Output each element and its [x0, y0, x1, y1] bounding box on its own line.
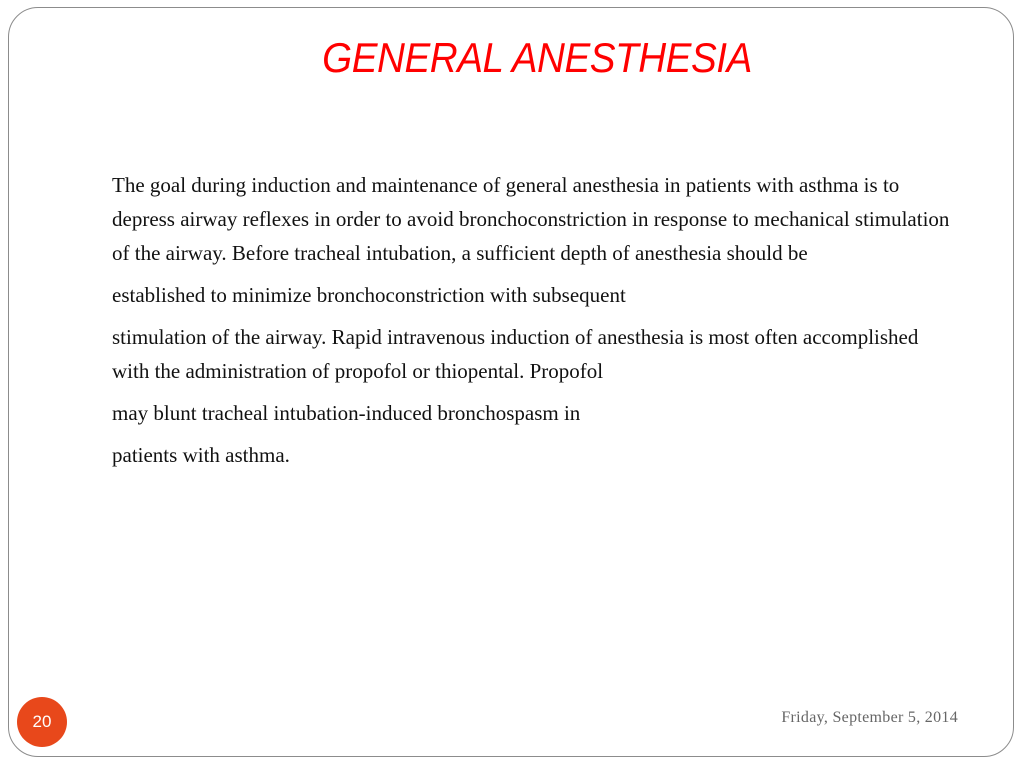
body-paragraph-4: may blunt tracheal intubation-induced bronchospasm in [112, 401, 581, 425]
body-paragraph-2: established to minimize bronchoconstriction with subsequent [112, 283, 626, 307]
slide-body [112, 168, 952, 480]
slide-title: GENERAL ANESTHESIA [322, 34, 752, 81]
page-number-badge: 20 [17, 697, 67, 747]
body-paragraph-5: patients with asthma. [112, 443, 290, 467]
body-paragraph-1: The goal during induction and maintenance of general anesthesia in patients with asthma is to depress airway reflexes in order to avoid bronchoconstriction in response to mechanical stimulation of the airway. Before tracheal intubation, a sufficient depth of anesthesia should be [112, 173, 950, 265]
body-paragraph-3: stimulation of the airway. Rapid intravenous induction of anesthesia is most often accomplished with the administration of propofol or thiopental. Propofol [112, 325, 919, 383]
slide-date: Friday, September 5, 2014 [781, 709, 958, 726]
